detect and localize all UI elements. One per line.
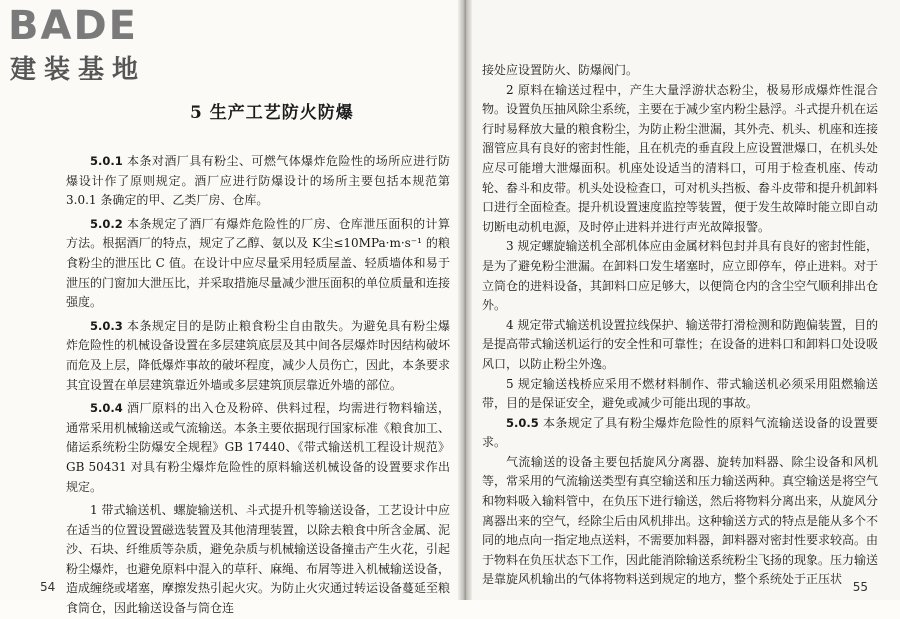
paragraph-text: 4 规定带式输送机设置拉线保护、输送带打滑检测和防跑偏装置，目的是提高带式输送机运行的安全性和可靠性；在设备的进料口和卸料口处设吸风口，以防止粉尘外逸。 (482, 317, 879, 371)
paragraph-text: 酒厂原料的出入仓及粉碎、供料过程，均需进行物料输送，通常采用机械输送或气流输送。本条主要依据现行国家标准《粮食加工、储运系统粉尘防爆安全规程》GB 17440、《带式输送机工程设计规范》GB 50431 对具有粉尘爆炸危险性的原料输送机械设备的设置要求作出规定。 (66, 401, 451, 494)
clause-number: 5.0.3 (90, 318, 123, 333)
paragraph (482, 316, 878, 375)
paragraph (66, 399, 450, 497)
clause-number: 5.0.4 (90, 401, 123, 416)
paragraph-text: 本条规定了酒厂有爆炸危险性的厂房、仓库泄压面积的计算方法。根据酒厂的特点，规定了乙醇、氨以及 K尘≤10MPa·m·s⁻¹ 的粮食粉尘的泄压比 C 值。在设计中应尽量采用轻质屋盖、轻质墙体和易于泄压的门窗加大泄压比，并采取措施尽量减少泄压面积的单位质量和连接强度。 (66, 216, 451, 310)
paragraph (482, 61, 878, 81)
paragraph (482, 237, 878, 315)
paragraph-text: 本条规定目的是防止粮食粉尘自由散失。为避免具有粉尘爆炸危险性的机械设备设置在多层建筑底层及其中间各层爆炸时因结构破坏而危及上层，降低爆炸事故的破坏程度，减少人员伤亡，因此，本条要求其宜设置在单层建筑靠近外墙或多层建筑顶层靠近外墙的部位。 (66, 318, 451, 392)
page-number-right: 55 (852, 580, 868, 594)
paragraph (66, 501, 450, 619)
paragraph-text: 气流输送的设备主要包括旋风分离器、旋转加料器、除尘设备和风机等，常采用的气流输送类型有真空输送和压力输送两种。真空输送是将空气和物料吸入输料管中，在负压下进行输送，然后将物料分离出来，从旋风分离器出来的空气，经除尘后由风机排出。这种输送方式的特点是能从多个不同的地点向一指定地点送料，不需要加料器，卸料器对密封性要求较高。由于物料在负压状态下工作，因此能消除输送系统粉尘飞扬的现象。压力输送是靠旋风机输出的气体将物料送到规定的地方，整个系统处于正压状 (482, 454, 879, 587)
paragraph (482, 453, 878, 590)
left-text-column (66, 152, 450, 619)
logo-brand: BADE (8, 3, 138, 49)
paragraph-text: 接处应设置防火、防爆阀门。 (482, 63, 639, 77)
logo-subtitle: 建装基地 (10, 55, 147, 85)
clause-number: 5.0.1 (90, 154, 123, 168)
chapter-title: 5 生产工艺防火防爆 (190, 103, 354, 123)
paragraph-text: 本条对酒厂具有粉尘、可燃气体爆炸危险性的场所应进行防爆设计作了原则规定。酒厂应进行防爆设计的场所主要包括本规范第 3.0.1 条确定的甲、乙类厂房、仓库。 (66, 154, 450, 208)
paragraph-text: 5 规定输送栈桥应采用不燃材料制作、带式输送机必须采用阻燃输送带，目的是保证安全，避免或减少可能出现的事故。 (482, 376, 878, 411)
clause-number: 5.0.5 (506, 415, 539, 430)
paragraph (66, 215, 450, 313)
watermark-logo (6, 4, 176, 86)
paragraph (482, 375, 878, 414)
paragraph-text: 2 原料在输送过程中，产生大量浮游状态粉尘，极易形成爆炸性混合物。设置负压抽风除尘系统，主要在于减少室内粉尘悬浮。斗式提升机在运行时易释放大量的粮食粉尘，为防止粉尘泄漏，其外壳、机头、机座和连接溜管应具有良好的密封性能，且在机壳的垂直段上应设置泄爆口，在机头处应尽可能增大泄爆面积。机座处设适当的清料口，可用于检查机座、传动轮、畚斗和皮带。机头处设检查口，可对机头挡板、畚斗皮带和提升机卸料口进行全面检查。提升机设置速度监控等装置，便于发生故障时能立即自动切断电动机电源，及时停止进料并进行声光故障报警。 (482, 82, 879, 234)
paragraph-text: 1 带式输送机、螺旋输送机、斗式提升机等输送设备，工艺设计中应在适当的位置设置磁选装置及其他清理装置，以除去粮食中所含金属、泥沙、石块、纤维质等杂质，避免杂质与机械输送设备撞击产生火花，引起粉尘爆炸，也避免原料中混入的草秆、麻绳、布屑等进入机械输送设备，造成缠绕或堵塞，摩擦发热引起火灾。为防止火灾通过转运设备蔓延至粮食筒仓，因此输送设备与筒仓连 (66, 503, 451, 616)
paragraph-text: 3 规定螺旋输送机全部机体应由金属材料包封并具有良好的密封性能，是为了避免粉尘泄漏。在卸料口发生堵塞时，应立即停车，停止进料。对于立筒仓的进料设备，其卸料口应足够大，以便筒仓内的含尘空气顺利排出仓外。 (482, 239, 879, 313)
page-number-left: 54 (40, 580, 56, 594)
paragraph (66, 317, 450, 395)
paragraph-text: 本条规定了具有粉尘爆炸危险性的原料气流输送设备的设置要求。 (482, 415, 878, 450)
paragraph (482, 414, 878, 453)
paragraph (66, 152, 450, 211)
right-text-column (482, 61, 878, 590)
book-gutter (458, 0, 472, 600)
paragraph (482, 81, 878, 238)
clause-number: 5.0.2 (90, 216, 123, 231)
